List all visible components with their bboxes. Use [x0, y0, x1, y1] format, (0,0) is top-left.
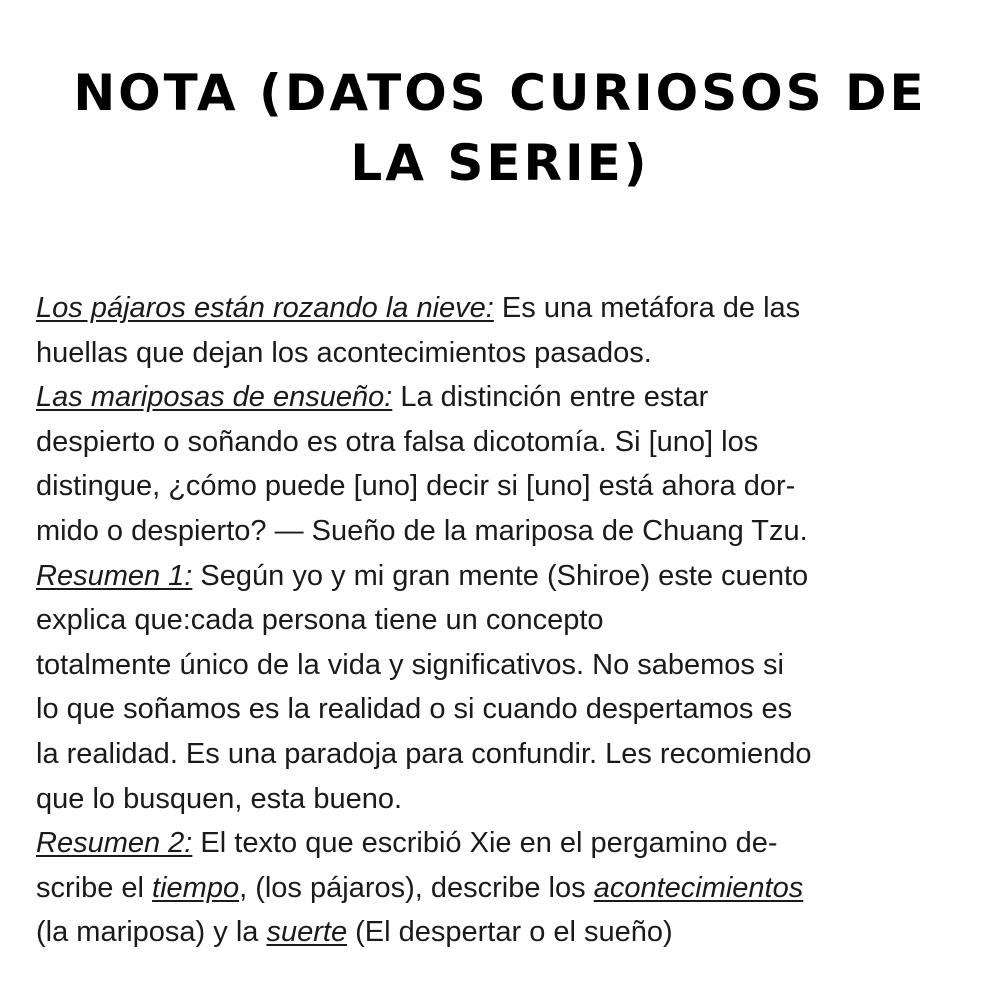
- emphasis-word: tiempo: [152, 871, 240, 904]
- note-label: Resumen 1:: [36, 559, 193, 592]
- title-line-2: LA SERIE): [350, 134, 650, 192]
- note-line: [36, 910, 981, 955]
- note-label: Las mariposas de ensueño:: [36, 381, 393, 414]
- note-line: totalmente único de la vida y significativos. No sabemos si: [36, 648, 784, 681]
- note-line: [36, 866, 981, 911]
- note-text: , (los pájaros), describe los: [239, 871, 594, 904]
- page-title: [0, 58, 1000, 198]
- note-line: lo que soñamos es la realidad o si cuando despertamos es: [36, 693, 793, 726]
- note-text: Según yo y mi gran mente (Shiroe) este cuento: [192, 559, 809, 592]
- note-line: que lo busquen, esta bueno.: [36, 782, 403, 815]
- note-line: [36, 375, 981, 420]
- note-line: mido o despierto? — Sueño de la mariposa de Chuang Tzu.: [36, 514, 808, 547]
- emphasis-word: acontecimientos: [593, 871, 804, 904]
- note-text: La distinción entre estar: [392, 381, 709, 414]
- note-text: El texto que escribió Xie en el pergamino de-: [192, 827, 778, 860]
- note-line: la realidad. Es una paradoja para confundir. Les recomiendo: [36, 737, 812, 770]
- note-text: (El despertar o el sueño): [347, 916, 673, 949]
- note-text: Es una metáfora de las: [493, 292, 801, 324]
- note-line: despierto o soñando es otra falsa dicotomía. Si [uno] los: [36, 425, 759, 458]
- note-line: [36, 554, 981, 599]
- title-line-1: NOTA (DATOS CURIOSOS DE: [73, 64, 927, 122]
- note-label: Los pájaros están rozando la nieve:: [36, 292, 494, 324]
- note-text: scribe el: [36, 871, 153, 904]
- note-text: (la mariposa) y la: [36, 916, 267, 949]
- note-line: huellas que dejan los acontecimientos pasados.: [36, 336, 652, 369]
- note-line: [36, 821, 981, 866]
- note-line: [36, 286, 981, 331]
- emphasis-word: suerte: [266, 916, 348, 949]
- note-line: distingue, ¿cómo puede [uno] decir si [uno] está ahora dor-: [36, 470, 796, 503]
- notes-body: [36, 286, 981, 955]
- note-label: Resumen 2:: [36, 827, 193, 860]
- note-line: explica que:cada persona tiene un concepto: [36, 604, 604, 637]
